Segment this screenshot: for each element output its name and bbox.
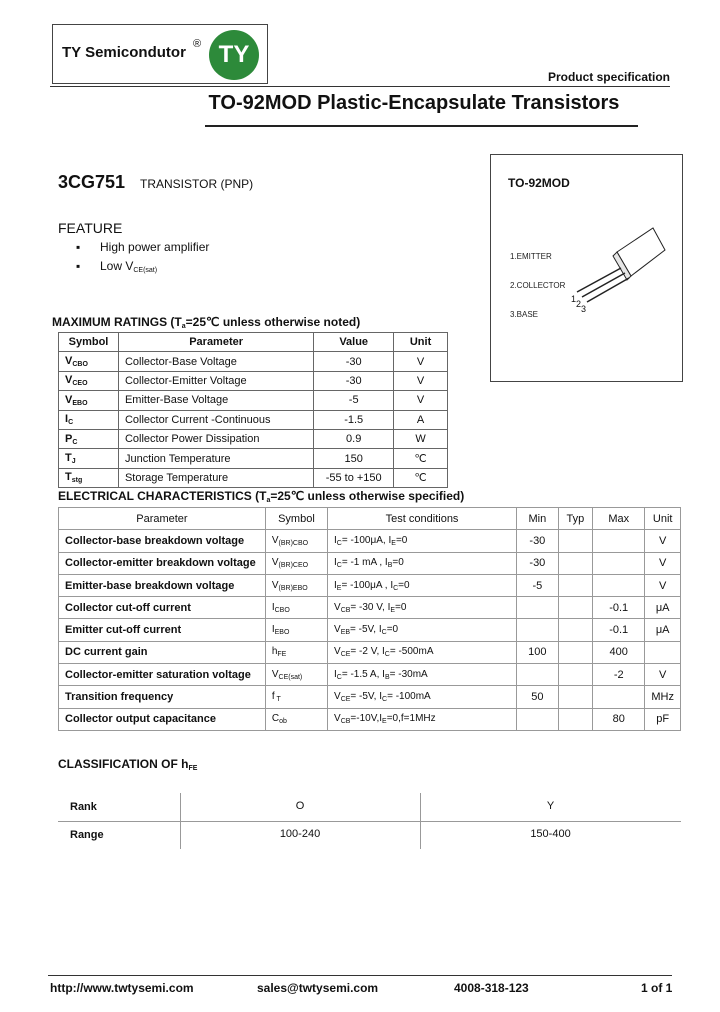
feature-bullet: ▪ [76, 240, 81, 254]
document-title: TO-92MOD Plastic-Encapsulate Transistors [208, 92, 620, 114]
table-cell [558, 552, 592, 574]
test-condition-cell: $I_E= -100\mu A$ , $I_C=0$ [328, 574, 517, 596]
table-cell: 400 [593, 641, 645, 663]
table-row: $V_{CBO}$ Collector-Base Voltage -30 V [59, 352, 448, 371]
registered-mark: ® [193, 38, 202, 50]
table-cell: Emitter-base breakdown voltage [59, 574, 266, 596]
pin-label-collector: 2.COLLECTOR [510, 281, 566, 290]
table-cell: DC current gain [59, 641, 266, 663]
table-row: $I_C$ Collector Current -Continuous -1.5 A [59, 410, 448, 429]
test-condition-cell: $V_{CE}= -2$ V, $I_C= -500mA$ [328, 641, 517, 663]
package-title: TO-92MOD [508, 176, 570, 190]
table-cell [517, 708, 559, 730]
table-row [59, 530, 681, 552]
table-cell: 100 [517, 641, 559, 663]
feature-item-1: High power amplifier [100, 240, 210, 254]
product-specification-label: Product specification [547, 70, 670, 84]
logo-letters: TY [218, 41, 250, 68]
table-cell [593, 552, 645, 574]
electrical-characteristics-heading: ELECTRICAL CHARACTERISTICS ($T_a=25℃$ unless otherwise specified) [58, 489, 465, 504]
rank-value: O [295, 800, 305, 812]
table-cell [558, 708, 592, 730]
header-divider [50, 86, 670, 87]
table-cell [558, 641, 592, 663]
range-label: Range [70, 829, 104, 841]
classification-heading: CLASSIFICATION OF $h_{FE}$ [58, 757, 198, 772]
table-cell [593, 686, 645, 708]
table-cell: pF [645, 708, 681, 730]
table-cell: V [645, 552, 681, 574]
symbol-cell: $h_{FE}$ [265, 641, 327, 663]
table-row: $P_C$ Collector Power Dissipation 0.9 W [59, 429, 448, 448]
table-cell [593, 530, 645, 552]
table-cell: Collector-base breakdown voltage [59, 530, 266, 552]
table-cell: Collector-emitter saturation voltage [59, 664, 266, 686]
table-cell: -0.1 [593, 597, 645, 619]
table-row [59, 574, 681, 596]
table-cell: 80 [593, 708, 645, 730]
symbol-cell: $V_{(BR)CBO}$ [265, 530, 327, 552]
part-number: 3CG751 [58, 172, 126, 192]
footer-phone: 4008-318-123 [454, 981, 529, 995]
table-cell: MHz [645, 686, 681, 708]
table-cell: Collector cut-off current [59, 597, 266, 619]
table-cell: Emitter cut-off current [59, 619, 266, 641]
table-cell [517, 619, 559, 641]
table-cell: Collector output capacitance [59, 708, 266, 730]
table-row: $V_{EBO}$ Emitter-Base Voltage -5 V [59, 391, 448, 410]
test-condition-cell: $I_C= -1$ mA , $I_B=0$ [328, 552, 517, 574]
table-cell [558, 597, 592, 619]
max-ratings-table [58, 332, 448, 488]
table-cell: μA [645, 597, 681, 619]
test-condition-cell: $V_{CE}= -5V$, $I_C= -100mA$ [328, 686, 517, 708]
table-row: $V_{CEO}$ Collector-Emitter Voltage -30 V [59, 371, 448, 390]
pin-label-base: 3.BASE [510, 310, 539, 319]
symbol-cell: $C_{ob}$ [265, 708, 327, 730]
symbol-cell: $I_{EBO}$ [265, 619, 327, 641]
footer-email[interactable]: sales@twtysemi.com [257, 981, 379, 995]
range-value: 150-400 [530, 828, 571, 840]
column-header: Unit [394, 333, 448, 352]
pin-number-1: 1 [571, 294, 577, 304]
company-name: TY Semicondutor [62, 44, 186, 61]
table-cell: μA [645, 619, 681, 641]
table-cell: -30 [517, 530, 559, 552]
part-description: TRANSISTOR (PNP) [140, 177, 254, 191]
table-cell: V [645, 574, 681, 596]
table-cell [558, 686, 592, 708]
table-row [59, 619, 681, 641]
table-cell [558, 664, 592, 686]
table-cell [593, 574, 645, 596]
table-cell: Transition frequency [59, 686, 266, 708]
test-condition-cell: $V_{CB}= -30$ V, $I_E=0$ [328, 597, 517, 619]
table-cell: -0.1 [593, 619, 645, 641]
test-condition-cell: $V_{EB}= -5V$, $I_C=0$ [328, 619, 517, 641]
symbol-cell: $V_{(BR)EBO}$ [265, 574, 327, 596]
title-underline [205, 125, 638, 127]
symbol-cell: $V_{(BR)CEO}$ [265, 552, 327, 574]
pin-number-3: 3 [581, 304, 587, 314]
table-header-row [59, 333, 448, 352]
table-cell: 50 [517, 686, 559, 708]
table-row [59, 686, 681, 708]
footer-url[interactable]: http://www.twtysemi.com [50, 981, 194, 995]
table-cell [517, 597, 559, 619]
table-row [59, 641, 681, 663]
table-cell: V [645, 530, 681, 552]
column-header: Parameter [118, 333, 313, 352]
rank-label: Rank [70, 801, 97, 813]
range-value: 100-240 [279, 828, 321, 840]
symbol-cell: $I_{CBO}$ [265, 597, 327, 619]
test-condition-cell: $V_{CB}=-10V,I_E=0,f=1MHz$ [328, 708, 517, 730]
table-cell [558, 530, 592, 552]
table-cell: -2 [593, 664, 645, 686]
table-cell: V [645, 664, 681, 686]
pin-label-emitter: 1.EMITTER [510, 252, 552, 261]
table-cell [558, 619, 592, 641]
column-header: Value [314, 333, 394, 352]
pin-number-2: 2 [576, 299, 582, 309]
footer-divider [48, 975, 672, 976]
table-cell [645, 641, 681, 663]
table-cell [558, 574, 592, 596]
feature-bullet: ▪ [76, 259, 81, 273]
feature-item-2: Low $V_{CE(sat)}$ [100, 259, 158, 274]
table-row [59, 708, 681, 730]
table-row [59, 552, 681, 574]
footer-page-number: 1 of 1 [641, 981, 673, 995]
test-condition-cell: $I_C= -100\mu A$, $I_E=0$ [328, 530, 517, 552]
symbol-cell: f $_T$ [265, 686, 327, 708]
classification-row-divider [58, 821, 681, 822]
max-ratings-heading: MAXIMUM RATINGS ($T_a=25℃$ unless otherwise noted) [52, 315, 361, 330]
test-condition-cell: $I_C= -1.5$ A, $I_B= -30mA$ [328, 664, 517, 686]
table-cell: Collector-emitter breakdown voltage [59, 552, 266, 574]
feature-heading: FEATURE [58, 220, 123, 236]
table-header-row: Parameter Symbol Test conditions Min Typ Max Unit [59, 508, 681, 530]
table-row: $T_{stg}$ Storage Temperature -55 to +150 ℃ [59, 468, 448, 487]
table-cell: -5 [517, 574, 559, 596]
table-cell [517, 664, 559, 686]
table-row [59, 664, 681, 686]
table-cell: -30 [517, 552, 559, 574]
table-row [59, 597, 681, 619]
symbol-cell: $V_{CE(sat)}$ [265, 664, 327, 686]
table-row: $T_J$ Junction Temperature 150 ℃ [59, 449, 448, 468]
column-header: Symbol [59, 333, 119, 352]
electrical-characteristics-table [58, 507, 681, 731]
rank-value: Y [546, 800, 555, 812]
